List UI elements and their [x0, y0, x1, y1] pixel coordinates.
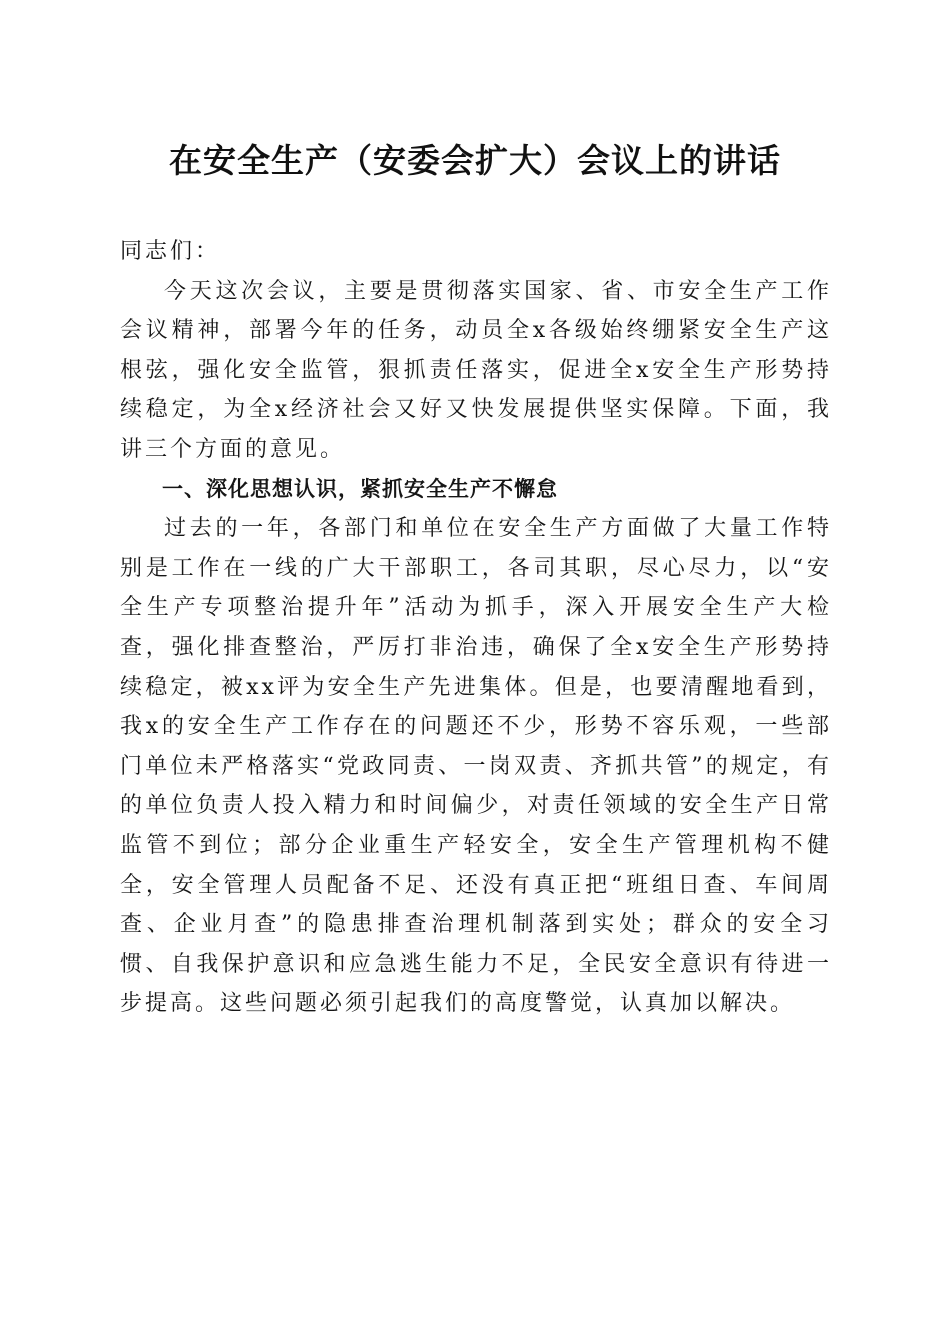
section-paragraph: 过去的一年，各部门和单位在安全生产方面做了大量工作特别是工作在一线的广大干部职工，各司其职，尽心尽力，以“安全生产专项整治提升年”活动为抓手，深入开展安全生产大检查，强化排查整治，严厉打非治违，确保了全x安全生产形势持续稳定，被xx评为安全生产先进集体。但是，也要清醒地看到，我x的安全生产工作存在的问题还不少，形势不容乐观，一些部门单位未严格落实“党政同责、一岗双责、齐抓共管”的规定，有的单位负责人投入精力和时间偏少，对责任领域的安全生产日常监管不到位；部分企业重生产轻安全，安全生产管理机构不健全，安全管理人员配备不足、还没有真正把“班组日查、车间周查、企业月查”的隐患排查治理机制落到实处；群众的安全习惯、自我保护意识和应急逃生能力不足，全民安全意识有待进一步提高。这些问题必须引起我们的高度警觉，认真加以解决。	[120, 516, 832, 1017]
document-title: 在安全生产（安委会扩大）会议上的讲话	[169, 141, 781, 180]
document-body	[120, 232, 832, 1024]
salutation: 同志们：	[120, 239, 221, 264]
intro-paragraph: 今天这次会议，主要是贯彻落实国家、省、市安全生产工作会议精神，部署今年的任务，动员全x各级始终绷紧安全生产这根弦，强化安全监管，狠抓责任落实，促进全x安全生产形势持续稳定，为全x经济社会又好又快发展提供坚实保障。下面，我讲三个方面的意见。	[120, 278, 832, 462]
section-heading: 一、深化思想认识，紧抓安全生产不懈怠	[162, 476, 558, 501]
